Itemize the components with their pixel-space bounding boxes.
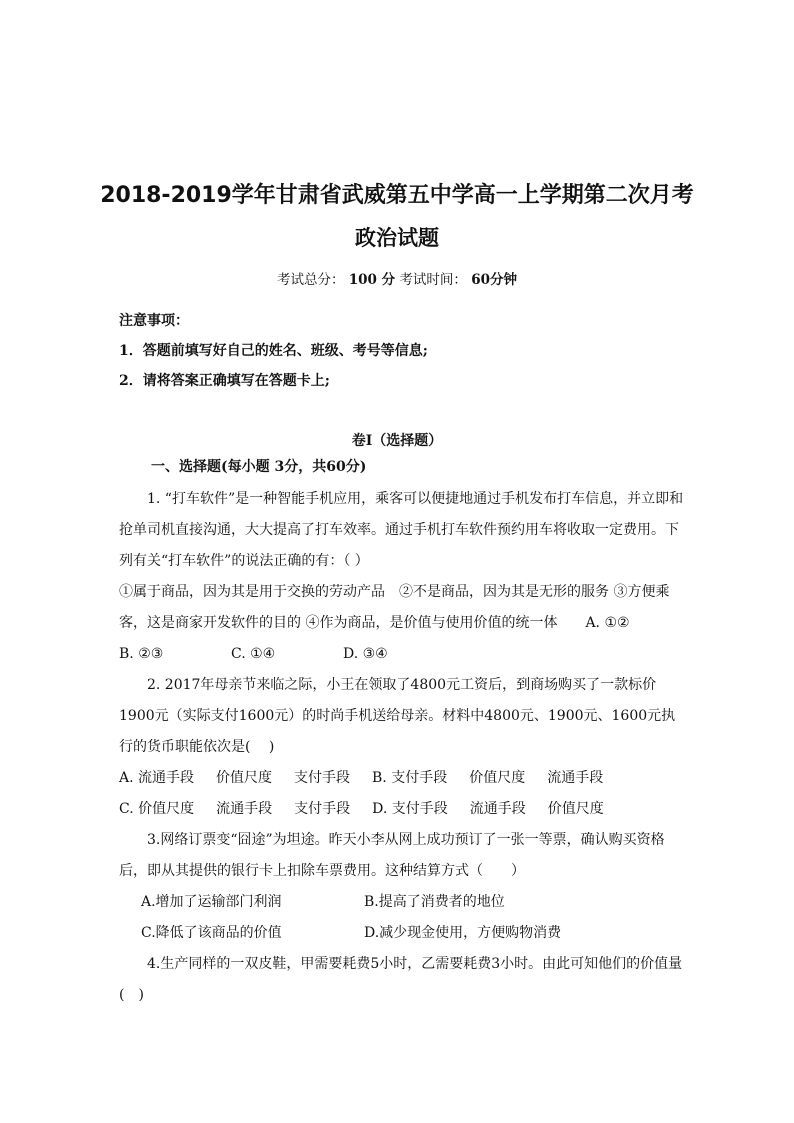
question-1-stem: 1. “打车软件”是一种智能手机应用，乘客可以便捷地通过手机发布打车信息，并立即和抢单司机直接沟通，大大提高了打车效率。通过手机打车软件预约用车将收取一定费用。下列有关“打车软件”的说法正确的有：（ ） — [119, 491, 684, 569]
option-b: B. ②③ — [119, 646, 164, 662]
option-d: D.减少现金使用，方便购物消费 — [364, 925, 562, 941]
exam-info — [0, 268, 794, 288]
question-1-options — [119, 639, 684, 670]
option-text: D. 支付手段 — [372, 801, 448, 817]
option-c: C.降低了该商品的价值 — [141, 925, 282, 941]
question-1-statements: ①属于商品，因为其是用于交换的劳动产品 ②不是商品，因为其是无形的服务 ③方便乘客，这是商家开发软件的目的 ④作为商品，是价值与使用价值的统一体 A. ①② — [119, 584, 670, 631]
question-2-options-row-1 — [119, 763, 684, 794]
exam-title: 2018-2019学年甘肃省武威第五中学高一上学期第二次月考 — [100, 183, 694, 208]
option-text: C. 价值尺度 — [119, 801, 195, 817]
question-3-options-row-2 — [119, 918, 684, 949]
section-subtitle: 一、选择题(每小题 3分，共60分) — [151, 459, 367, 475]
note-item: 2．请将答案正确填写在答题卡上; — [119, 373, 330, 389]
option-text: 价值尺度 — [216, 770, 273, 786]
exam-time-value: 60分钟 — [471, 272, 518, 288]
option-text: 流通手段 — [216, 801, 273, 817]
exam-subject: 政治试题 — [355, 226, 439, 250]
question-3-options-row-1 — [119, 887, 684, 918]
section-title: 卷I（选择题） — [351, 433, 443, 449]
total-score-value: 100 分 — [348, 272, 396, 288]
option-text: 流通手段 — [469, 801, 526, 817]
question-3-stem: 3.网络订票变“囧途”为坦途。昨天小李从网上成功预订了一张一等票，确认购买资格后，即从其提供的银行卡上扣除车票费用。这种结算方式（ ） — [119, 832, 665, 879]
option-text: B. 支付手段 — [372, 770, 448, 786]
question-2-stem: 2. 2017年母亲节来临之际，小王在领取了4800元工资后，到商场购买了一款标价1900元（实际支付1600元）的时尚手机送给母亲。材料中4800元、1900元、1600元执行的货币职能依次是( ) — [119, 677, 676, 755]
option-c: C. ①④ — [231, 646, 276, 662]
option-text: 价值尺度 — [469, 770, 526, 786]
option-a: A.增加了运输部门利润 — [141, 894, 282, 910]
note-item: 1．答题前填写好自己的姓名、班级、考号等信息; — [119, 343, 428, 359]
option-text: 流通手段 — [547, 770, 604, 786]
question-2-options-row-2 — [119, 794, 684, 825]
option-b: B.提高了消费者的地位 — [364, 894, 505, 910]
notes-heading: 注意事项： — [119, 313, 189, 329]
option-d: D. ③④ — [343, 646, 388, 662]
option-text: 支付手段 — [294, 801, 351, 817]
option-text: 价值尺度 — [547, 801, 604, 817]
total-score-label: 考试总分： — [276, 272, 345, 288]
question-4-stem: 4.生产同样的一双皮鞋，甲需要耗费5小时，乙需要耗费3小时。由此可知他们的价值量( ) — [119, 956, 683, 1003]
questions-body — [119, 484, 684, 1011]
option-text: A. 流通手段 — [119, 770, 195, 786]
exam-time-label: 考试时间： — [399, 272, 467, 288]
option-text: 支付手段 — [294, 770, 351, 786]
notes-block — [119, 306, 428, 396]
